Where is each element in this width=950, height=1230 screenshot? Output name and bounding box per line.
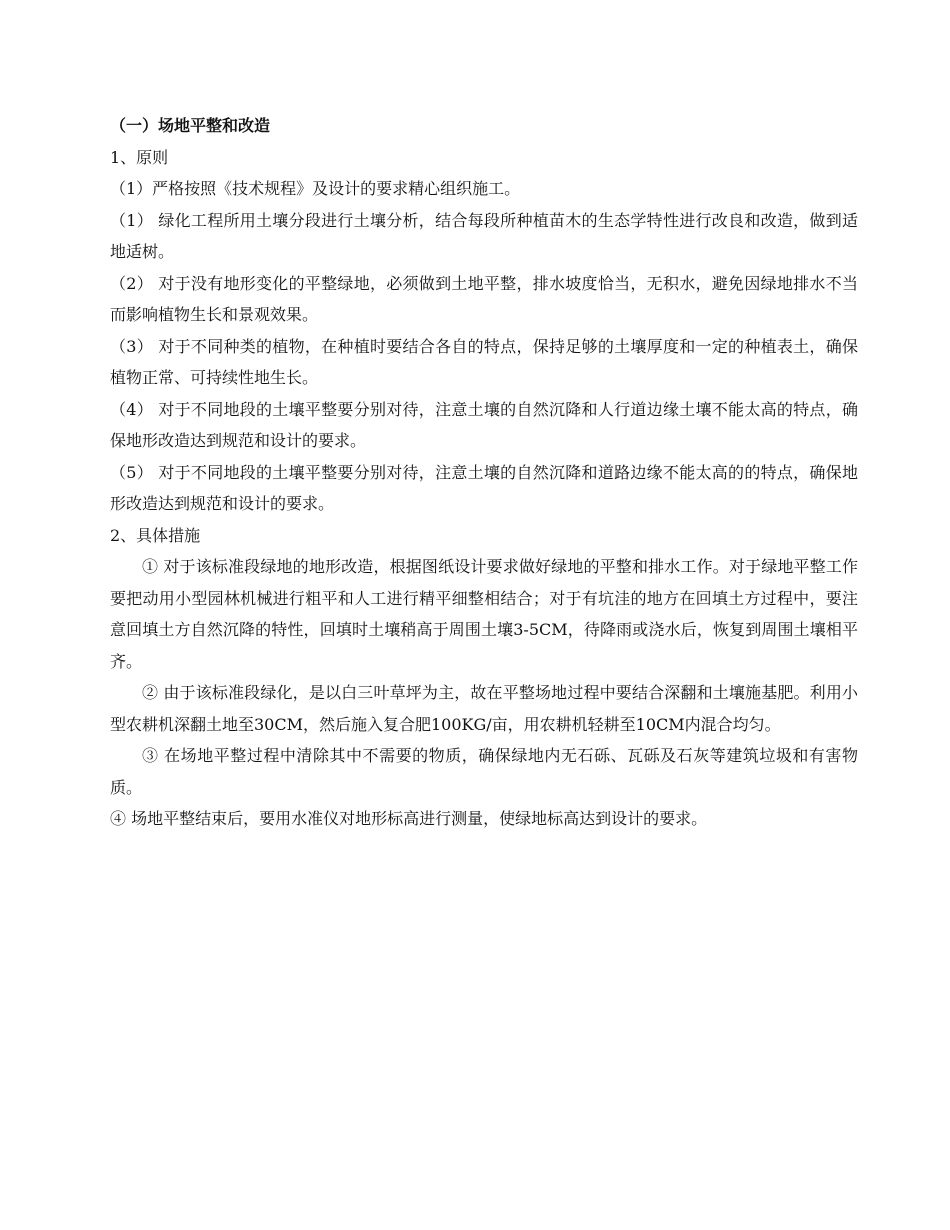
principle-item: （1） 绿化工程所用土壤分段进行土壤分析，结合每段所种植苗木的生态学特性进行改良和改造，做到适地适树。 [110, 210, 858, 261]
part1-title: 1、原则 [110, 147, 169, 167]
principle-item: （5） 对于不同地段的土壤平整要分别对待，注意土壤的自然沉降和道路边缘不能太高的的特点，确保地形改造达到规范和设计的要求。 [110, 462, 858, 513]
part2-title: 2、具体措施 [110, 525, 201, 545]
document-body [110, 110, 858, 835]
principle-item: （3） 对于不同种类的植物，在种植时要结合各自的特点，保持足够的土壤厚度和一定的种植表土，确保植物正常、可持续性地生长。 [110, 336, 858, 387]
measure-item: ① 对于该标准段绿地的地形改造，根据图纸设计要求做好绿地的平整和排水工作。对于绿地平整工作要把动用小型园林机械进行粗平和人工进行精平细整相结合；对于有坑洼的地方在回填土方过程中，要注意回填土方自然沉降的特性，回填时土壤稍高于周围土壤3-5CM，待降雨或浇水后，恢复到周围土壤相平齐。 [110, 557, 858, 671]
section-title: （一）场地平整和改造 [110, 116, 271, 135]
principle-item: （1）严格按照《技术规程》及设计的要求精心组织施工。 [110, 179, 521, 198]
principle-item: （2） 对于没有地形变化的平整绿地，必须做到土地平整，排水坡度恰当，无积水，避免因绿地排水不当而影响植物生长和景观效果。 [110, 273, 858, 324]
measure-item-last: ④ 场地平整结束后，要用水准仪对地形标高进行测量，使绿地标高达到设计的要求。 [110, 809, 708, 828]
measure-item: ③ 在场地平整过程中清除其中不需要的物质，确保绿地内无石砾、瓦砾及石灰等建筑垃圾和有害物质。 [110, 746, 858, 797]
principle-item: （4） 对于不同地段的土壤平整要分别对待，注意土壤的自然沉降和人行道边缘土壤不能太高的特点，确保地形改造达到规范和设计的要求。 [110, 399, 858, 450]
measure-item: ② 由于该标准段绿化，是以白三叶草坪为主，故在平整场地过程中要结合深翻和土壤施基肥。利用小型农耕机深翻土地至30CM，然后施入复合肥100KG/亩，用农耕机轻耕至10CM内混合均匀。 [110, 683, 858, 734]
